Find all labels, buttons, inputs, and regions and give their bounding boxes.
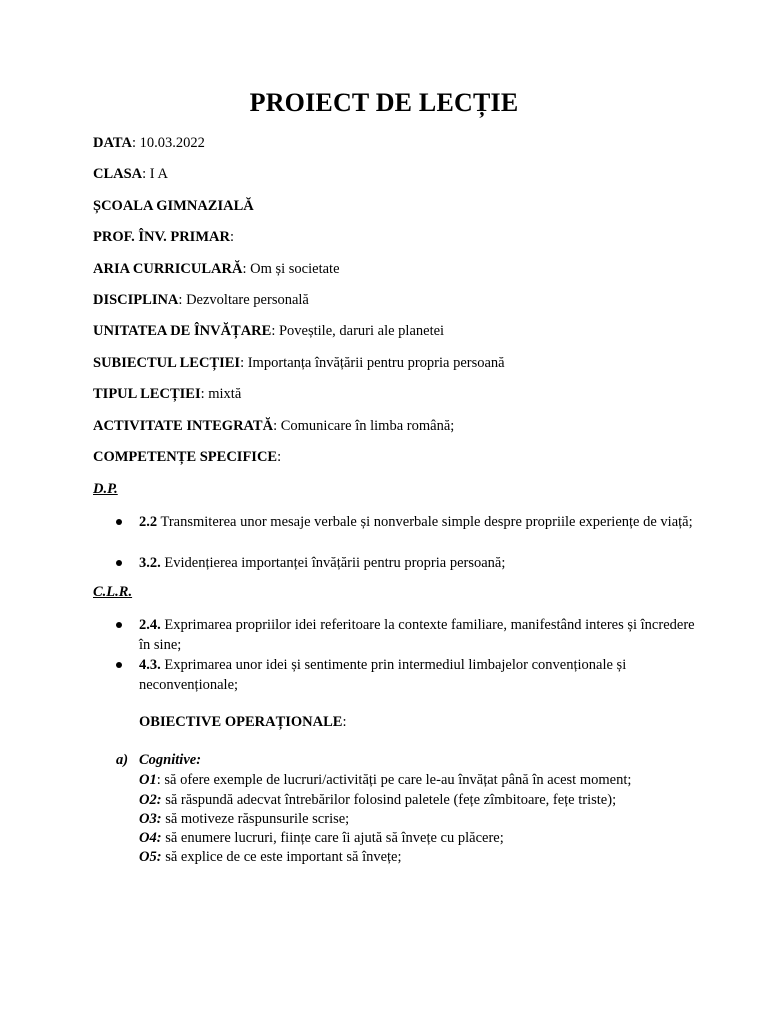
objective-code: O1 [139, 772, 157, 788]
cognitive-label: Cognitive: [139, 752, 202, 768]
bullet-icon [116, 622, 122, 628]
objective-item [139, 830, 504, 847]
objective-code: O2: [139, 792, 162, 808]
list-item [139, 553, 699, 573]
objectives-heading [139, 714, 346, 731]
dp-heading: D.P. [93, 481, 118, 497]
field-disciplina [93, 292, 309, 309]
objective-item [139, 811, 349, 828]
objective-text: să motiveze răspunsurile scrise; [161, 811, 350, 827]
field-label: TIPUL LECȚIEI [93, 386, 201, 402]
field-tipul [93, 386, 241, 403]
field-label: DATA [93, 135, 132, 151]
field-value: : I A [142, 166, 168, 182]
objective-code: O3: [139, 811, 162, 827]
clr-heading: C.L.R. [93, 584, 133, 600]
field-subiectul [93, 355, 505, 372]
document-title: PROIECT DE LECȚIE [249, 88, 519, 117]
field-label: UNITATEA DE ÎNVĂȚARE [93, 323, 272, 339]
field-activitate [93, 418, 454, 435]
field-data [93, 135, 205, 152]
field-label: PROF. ÎNV. PRIMAR [93, 229, 230, 245]
objectives-colon: : [342, 714, 347, 730]
field-label: ACTIVITATE INTEGRATĂ [93, 418, 274, 434]
item-text: Exprimarea propriilor idei referitoare la contexte familiare, manifestând interes și încredere în sine; [139, 617, 695, 653]
objective-text: să enumere lucruri, ființe care îi ajută să învețe cu plăcere; [161, 830, 504, 846]
field-clasa [93, 166, 168, 183]
bullet-icon [116, 560, 122, 566]
item-text: Evidențierea importanței învățării pentru propria persoană; [160, 555, 506, 571]
item-number: 2.4. [139, 617, 161, 633]
field-prof [93, 229, 234, 246]
field-value: : 10.03.2022 [131, 135, 205, 151]
item-number: 2.2 [139, 514, 158, 530]
item-number: 3.2. [139, 555, 161, 571]
field-aria-curriculara [93, 261, 340, 278]
field-value: : Comunicare în limba română; [273, 418, 455, 434]
bullet-icon [116, 662, 122, 668]
objective-text: să explice de ce este important să învețe; [161, 849, 402, 865]
item-text: Exprimarea unor idei și sentimente prin intermediul limbajelor convenționale și neconvenționale; [139, 657, 627, 693]
objectives-heading-text: OBIECTIVE OPERAȚIONALE [139, 714, 343, 730]
field-value: : mixtă [200, 386, 242, 402]
objective-item [139, 792, 616, 809]
field-label: SUBIECTUL LECȚIEI [93, 355, 241, 371]
field-value: : Importanța învățării pentru propria persoană [240, 355, 505, 371]
list-item [139, 512, 699, 532]
objective-text: : să ofere exemple de lucruri/activități pe care le-au învățat până în acest moment; [156, 772, 632, 788]
field-label: ARIA CURRICULARĂ [93, 261, 243, 277]
field-value: : Dezvoltare personală [178, 292, 309, 308]
field-value: : Om și societate [242, 261, 340, 277]
objective-item [139, 772, 631, 789]
field-label: CLASA [93, 166, 143, 182]
field-value: : Poveștile, daruri ale planetei [271, 323, 445, 339]
field-scoala [93, 198, 254, 215]
field-label: DISCIPLINA [93, 292, 179, 308]
field-competente [93, 449, 281, 466]
field-label: ȘCOALA GIMNAZIALĂ [93, 198, 254, 214]
item-text: Transmiterea unor mesaje verbale și nonverbale simple despre propriile experiențe de viață; [157, 514, 693, 530]
field-label: COMPETENȚE SPECIFICE [93, 449, 278, 465]
objective-text: să răspundă adecvat întrebărilor folosind paletele (fețe zîmbitoare, fețe triste); [161, 792, 617, 808]
objective-item [139, 849, 402, 866]
field-unitatea [93, 323, 444, 340]
list-item [139, 655, 699, 695]
bullet-icon [116, 519, 122, 525]
field-value: : [277, 449, 282, 465]
cognitive-marker: a) [116, 752, 129, 768]
field-value: : [229, 229, 234, 245]
objective-code: O5: [139, 849, 162, 865]
objective-code: O4: [139, 830, 162, 846]
list-item [139, 615, 699, 655]
item-number: 4.3. [139, 657, 161, 673]
